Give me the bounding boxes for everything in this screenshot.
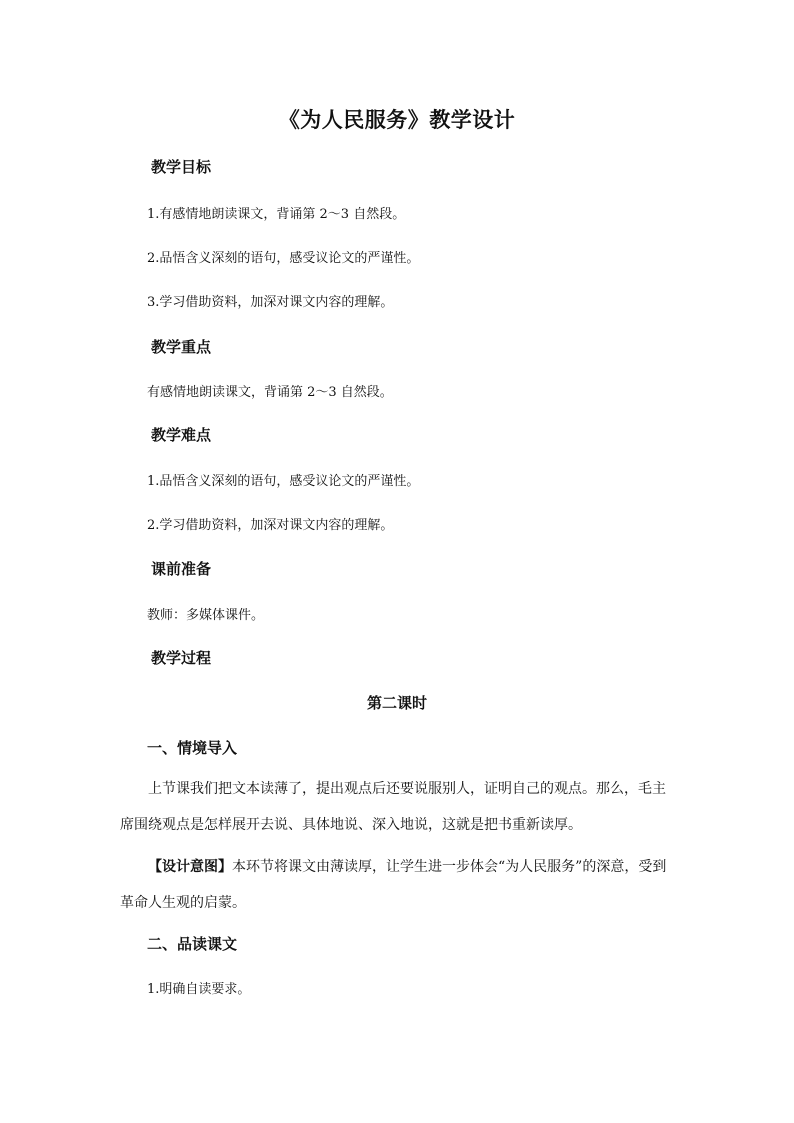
process-heading: 教学过程 (151, 649, 212, 667)
preparation-text: 教师：多媒体课件。 (147, 608, 265, 623)
difficulty-item-2: 2.学习借助资料，加深对课文内容的理解。 (147, 518, 394, 533)
objective-item-1: 1.有感情地朗读课文，背诵第 2～3 自然段。 (147, 207, 406, 222)
document-title: 《为人民服务》教学设计 (278, 107, 516, 132)
key-points-heading: 教学重点 (151, 338, 212, 356)
objective-item-3: 3.学习借助资料，加深对课文内容的理解。 (147, 295, 394, 310)
part1-paragraph: 上节课我们把文本读薄了，提出观点后还要说服别人，证明自己的观点。那么，毛主席围绕观点是怎样展开去说、具体地说、深入地说，这就是把书重新读厚。 (120, 781, 666, 833)
key-points-text: 有感情地朗读课文，背诵第 2～3 自然段。 (147, 385, 393, 400)
difficulty-item-1: 1.品悟含义深刻的语句，感受议论文的严谨性。 (147, 474, 420, 489)
preparation-heading: 课前准备 (151, 560, 212, 578)
design-intent-paragraph (120, 849, 678, 921)
difficulties-heading: 教学难点 (151, 426, 212, 444)
part2-item-1: 1.明确自读要求。 (147, 982, 251, 997)
part2-heading: 二、品读课文 (147, 935, 238, 953)
part1-heading: 一、情境导入 (147, 739, 238, 757)
objective-item-2: 2.品悟含义深刻的语句，感受议论文的严谨性。 (147, 251, 420, 266)
lesson-label: 第二课时 (366, 694, 427, 712)
design-intent-text: 本环节将课文由薄读厚，让学生进一步体会“为人民服务”的深意，受到革命人生观的启蒙。 (120, 859, 667, 911)
design-intent-label: 【设计意图】 (148, 859, 232, 875)
objectives-heading: 教学目标 (151, 158, 212, 176)
